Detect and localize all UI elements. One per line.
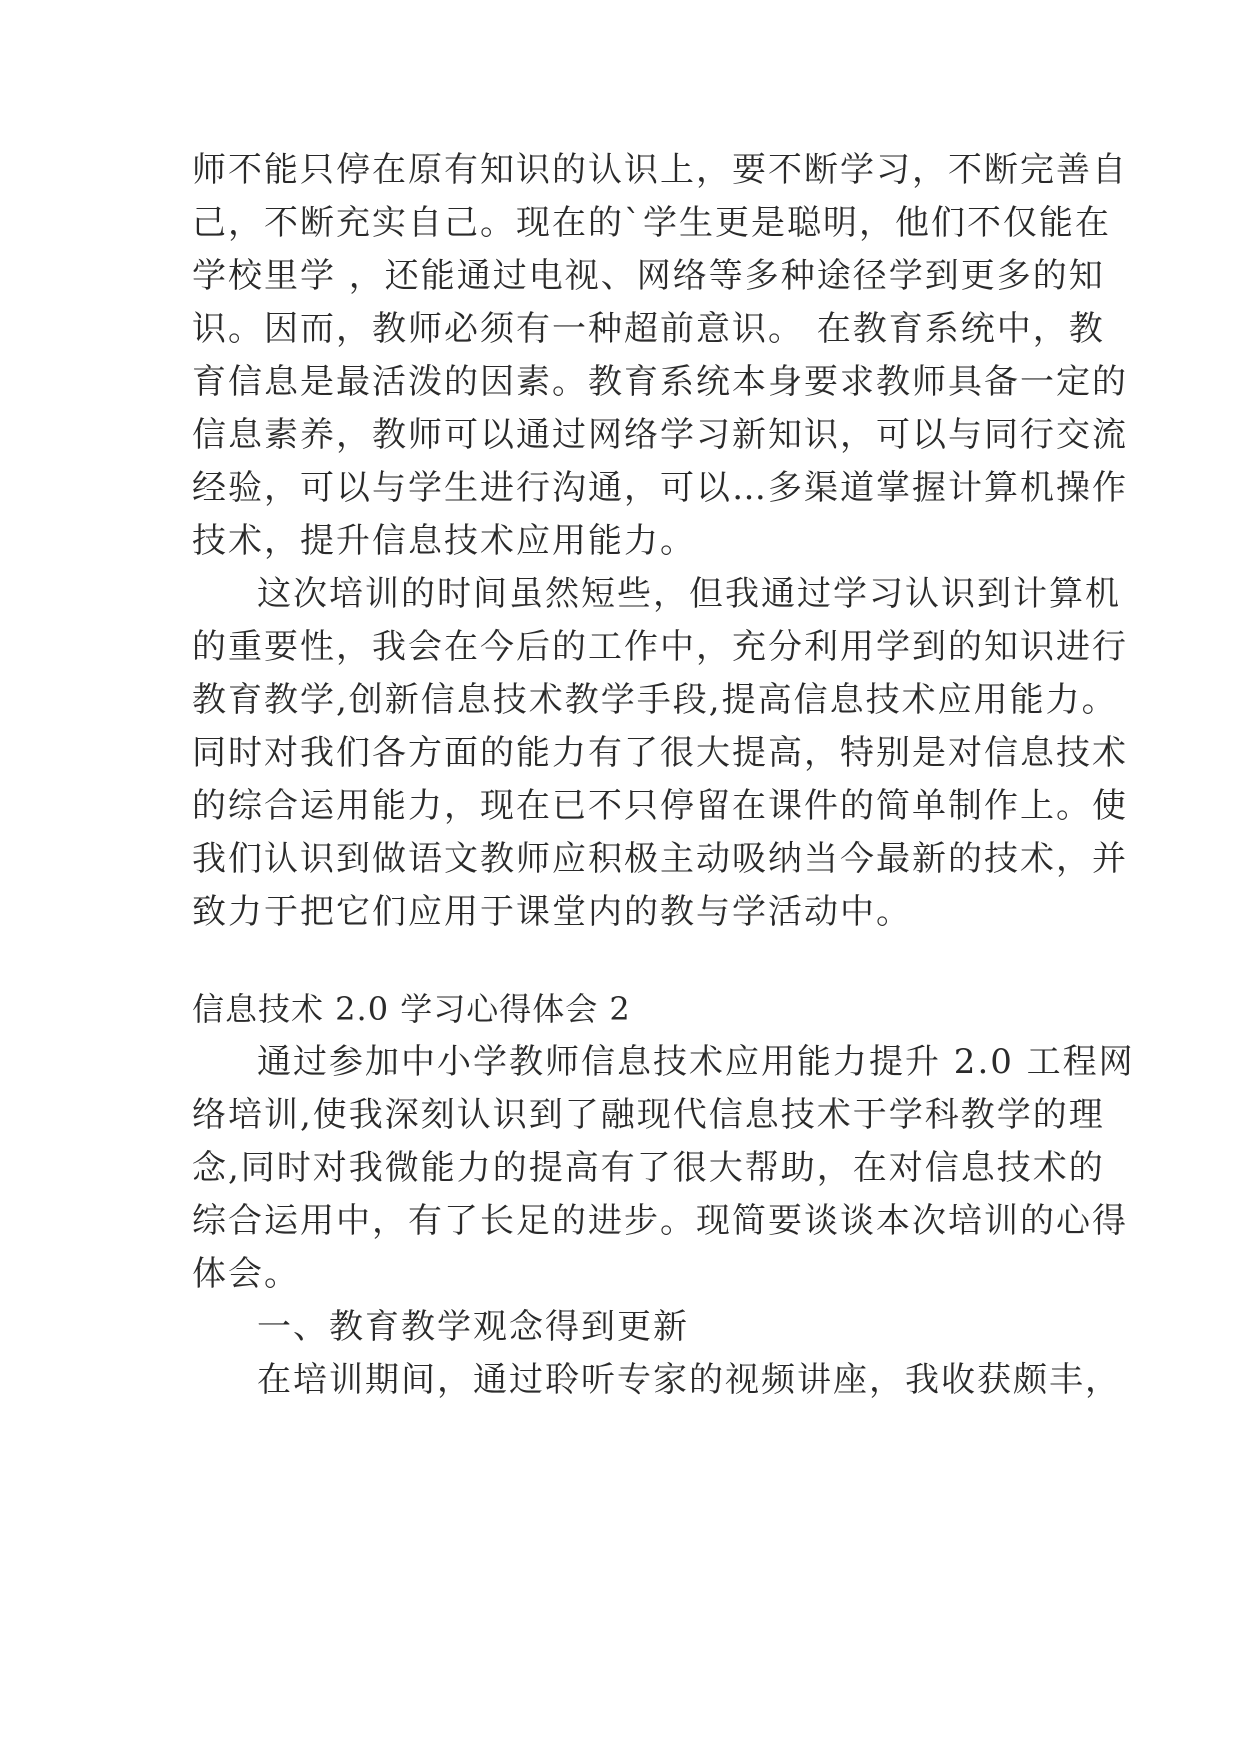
text-line: 学校里学 ，还能通过电视、网络等多种途径学到更多的知 <box>192 256 1105 296</box>
text-line: 己，不断充实自己。现在的`学生更是聪明，他们不仅能在 <box>192 203 1111 243</box>
text-line: 育信息是最活泼的因素。教育系统本身要求教师具备一定的 <box>192 362 1128 402</box>
text-line: 综合运用中，有了长足的进步。现简要谈谈本次培训的心得 <box>192 1201 1128 1241</box>
text-line: 同时对我们各方面的能力有了很大提高，特别是对信息技术 <box>192 733 1128 773</box>
text-line: 念,同时对我微能力的提高有了很大帮助，在对信息技术的 <box>192 1148 1105 1188</box>
paragraph-start-line: 通过参加中小学教师信息技术应用能力提升 2.0 工程网 <box>257 1042 1135 1082</box>
text-line: 经验，可以与学生进行沟通，可以…多渠道掌握计算机操作 <box>192 468 1128 508</box>
section-heading: 信息技术 2.0 学习心得体会 2 <box>192 990 631 1028</box>
subsection-heading: 一、教育教学观念得到更新 <box>257 1307 689 1347</box>
paragraph-start-line: 在培训期间，通过聆听专家的视频讲座，我收获颇丰， <box>257 1360 1121 1400</box>
paragraph-start-line: 这次培训的时间虽然短些，但我通过学习认识到计算机 <box>257 574 1121 614</box>
text-line: 致力于把它们应用于课堂内的教与学活动中。 <box>192 892 912 932</box>
text-line: 信息素养，教师可以通过网络学习新知识，可以与同行交流 <box>192 415 1128 455</box>
text-line: 的重要性，我会在今后的工作中，充分利用学到的知识进行 <box>192 627 1128 667</box>
text-line: 识。因而，教师必须有一种超前意识。 在教育系统中，教 <box>192 309 1105 349</box>
text-line: 络培训,使我深刻认识到了融现代信息技术于学科教学的理 <box>192 1095 1105 1135</box>
text-line: 我们认识到做语文教师应积极主动吸纳当今最新的技术，并 <box>192 839 1128 879</box>
text-line: 技术，提升信息技术应用能力。 <box>192 521 696 561</box>
text-line: 体会。 <box>192 1254 300 1294</box>
text-line: 教育教学,创新信息技术教学手段,提高信息技术应用能力。 <box>192 680 1118 720</box>
text-line: 师不能只停在原有知识的认识上，要不断学习，不断完善自 <box>192 150 1128 190</box>
text-line: 的综合运用能力，现在已不只停留在课件的简单制作上。使 <box>192 786 1128 826</box>
